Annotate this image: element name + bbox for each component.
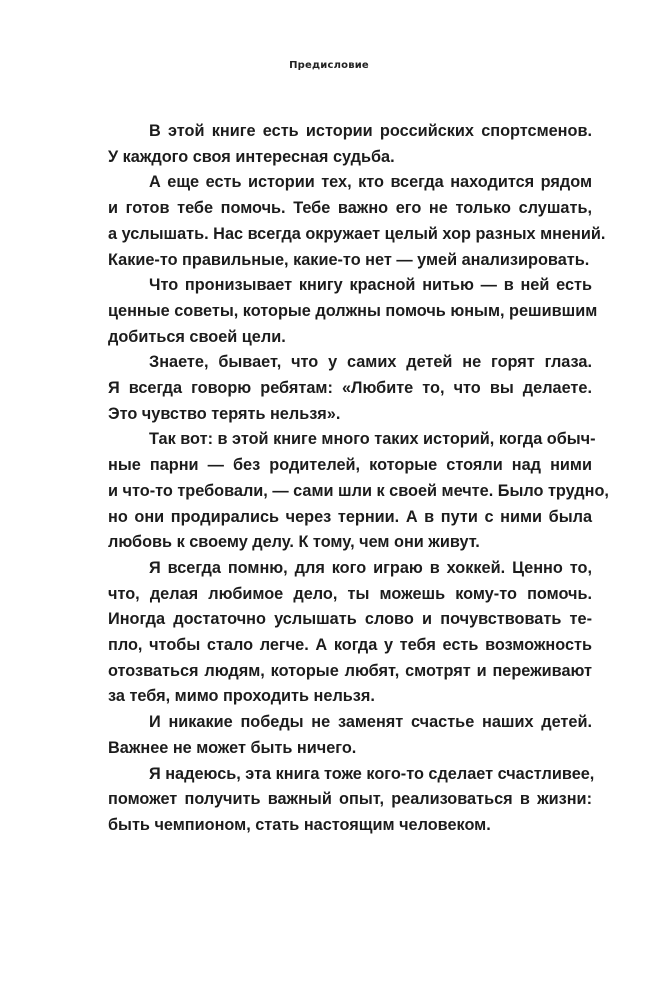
text-line: любовь к своему делу. К тому, чем они живут. bbox=[108, 533, 480, 552]
paragraph bbox=[108, 170, 606, 273]
text-line: Важнее не может быть ничего. bbox=[108, 738, 357, 757]
text-line: за тебя, мимо проходить нельзя. bbox=[108, 687, 375, 706]
text-line: В этой книге есть истории российских спортсменов. bbox=[149, 122, 592, 140]
text-line: Иногда достаточно услышать слово и почувствовать те- bbox=[108, 610, 592, 629]
text-line: но они продирались через тернии. А в пути с ними была bbox=[108, 507, 592, 526]
paragraph bbox=[108, 427, 609, 556]
text-line: отозваться людям, которые любят, смотрят и переживают bbox=[108, 661, 592, 680]
paragraph bbox=[108, 350, 592, 427]
running-head: Предисловие bbox=[289, 60, 369, 71]
paragraph bbox=[108, 710, 592, 761]
text-line: быть чемпионом, стать настоящим человеком. bbox=[108, 815, 491, 834]
paragraph bbox=[108, 273, 598, 350]
text-line: и что-то требовали, — сами шли к своей мечте. Было трудно, bbox=[108, 481, 609, 500]
text-line: Знаете, бывает, что у самих детей не горят глаза. bbox=[149, 353, 592, 372]
text-line: Я всегда помню, для кого играю в хоккей. Ценно то, bbox=[149, 558, 592, 577]
paragraph bbox=[108, 556, 592, 710]
text-line: У каждого своя интересная судьба. bbox=[108, 147, 395, 166]
text-line: Так вот: в этой книге много таких историй, когда обыч- bbox=[149, 430, 596, 449]
text-line: поможет получить важный опыт, реализоваться в жизни: bbox=[108, 790, 592, 809]
text-line: Я надеюсь, эта книга тоже кого-то сделает счастливее, bbox=[149, 764, 595, 783]
text-line: А еще есть истории тех, кто всегда находится рядом bbox=[149, 173, 592, 192]
text-line: пло, чтобы стало легче. А когда у тебя есть возможность bbox=[108, 636, 592, 655]
paragraph bbox=[108, 762, 595, 839]
text-line: ные парни — без родителей, которые стояли над ними bbox=[108, 456, 592, 475]
text-line: что, делая любимое дело, ты можешь кому-то помочь. bbox=[108, 584, 592, 603]
body-text bbox=[108, 119, 609, 839]
text-line: добиться своей цели. bbox=[108, 327, 286, 346]
text-line: а услышать. Нас всегда окружает целый хор разных мнений. bbox=[108, 224, 606, 243]
text-line: Это чувство терять нельзя». bbox=[108, 404, 341, 423]
text-line: И никакие победы не заменят счастье наших детей. bbox=[149, 713, 592, 732]
text-line: Я всегда говорю ребятам: «Любите то, что вы делаете. bbox=[108, 379, 592, 398]
text-line: Какие-то правильные, какие-то нет — умей анализировать. bbox=[108, 250, 590, 269]
text-line: и готов тебе помочь. Тебе важно его не только слушать, bbox=[108, 199, 592, 218]
paragraph bbox=[108, 119, 592, 170]
text-line: Что пронизывает книгу красной нитью — в ней есть bbox=[149, 276, 592, 295]
text-line: ценные советы, которые должны помочь юным, решившим bbox=[108, 301, 598, 320]
